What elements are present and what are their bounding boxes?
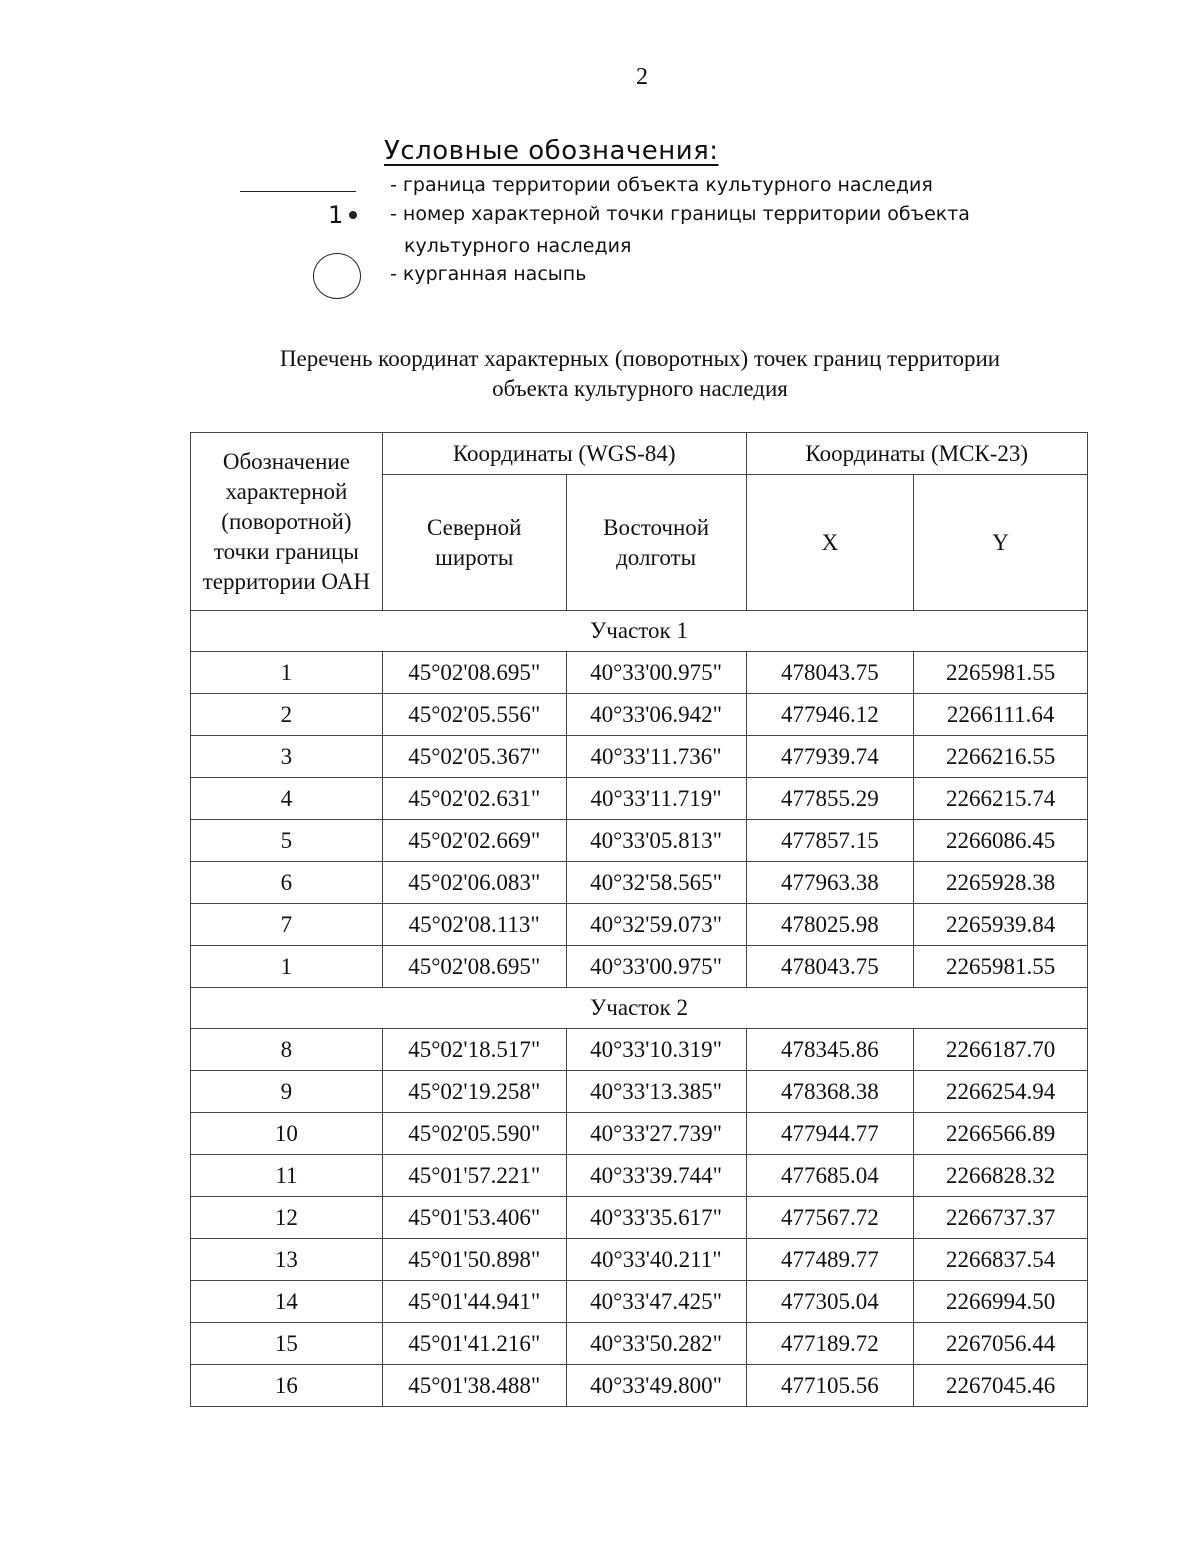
y-cell: 2266828.32: [914, 1155, 1088, 1197]
boundary-line-symbol: [240, 191, 356, 192]
table-row: [191, 1365, 1088, 1407]
table-row: [191, 694, 1088, 736]
y-cell: 2265981.55: [914, 652, 1088, 694]
point-number-cell: 5: [191, 820, 383, 862]
point-number-cell: 14: [191, 1281, 383, 1323]
msk-header: Координаты (МСК-23): [746, 433, 1087, 475]
table-row: [191, 652, 1088, 694]
y-cell: 2266837.54: [914, 1239, 1088, 1281]
point-dot-icon: [349, 211, 357, 219]
y-cell: 2267045.46: [914, 1365, 1088, 1407]
section-title: Участок 1: [191, 611, 1088, 652]
section-header-row: [191, 988, 1088, 1029]
longitude-header: Восточной долготы: [566, 475, 746, 611]
x-cell: 477567.72: [746, 1197, 914, 1239]
y-cell: 2267056.44: [914, 1323, 1088, 1365]
longitude-cell: 40°32'58.565": [566, 862, 746, 904]
latitude-cell: 45°01'41.216": [382, 1323, 566, 1365]
x-cell: 477944.77: [746, 1113, 914, 1155]
y-cell: 2266254.94: [914, 1071, 1088, 1113]
x-cell: 477963.38: [746, 862, 914, 904]
point-number-cell: 6: [191, 862, 383, 904]
x-cell: 477857.15: [746, 820, 914, 862]
y-cell: 2265939.84: [914, 904, 1088, 946]
longitude-cell: 40°33'39.744": [566, 1155, 746, 1197]
latitude-cell: 45°02'05.590": [382, 1113, 566, 1155]
longitude-cell: 40°33'10.319": [566, 1029, 746, 1071]
longitude-cell: 40°33'11.736": [566, 736, 746, 778]
x-cell: 477189.72: [746, 1323, 914, 1365]
table-row: [191, 1155, 1088, 1197]
table-row: [191, 1029, 1088, 1071]
longitude-cell: 40°33'47.425": [566, 1281, 746, 1323]
point-number-cell: 3: [191, 736, 383, 778]
point-number-cell: 7: [191, 904, 383, 946]
longitude-cell: 40°33'40.211": [566, 1239, 746, 1281]
latitude-cell: 45°02'19.258": [382, 1071, 566, 1113]
table-row: [191, 1323, 1088, 1365]
point-number-cell: 12: [191, 1197, 383, 1239]
latitude-cell: 45°02'08.695": [382, 946, 566, 988]
longitude-cell: 40°33'50.282": [566, 1323, 746, 1365]
x-header: X: [746, 475, 914, 611]
x-cell: 478025.98: [746, 904, 914, 946]
latitude-cell: 45°01'44.941": [382, 1281, 566, 1323]
latitude-cell: 45°01'50.898": [382, 1239, 566, 1281]
table-row: [191, 1197, 1088, 1239]
table-row: [191, 1113, 1088, 1155]
point-number-cell: 11: [191, 1155, 383, 1197]
latitude-cell: 45°02'06.083": [382, 862, 566, 904]
longitude-cell: 40°33'00.975": [566, 652, 746, 694]
y-cell: 2266737.37: [914, 1197, 1088, 1239]
x-cell: 477105.56: [746, 1365, 914, 1407]
point-number-cell: 15: [191, 1323, 383, 1365]
latitude-cell: 45°02'05.367": [382, 736, 566, 778]
x-cell: 477489.77: [746, 1239, 914, 1281]
point-number-cell: 4: [191, 778, 383, 820]
y-header: Y: [914, 475, 1088, 611]
point-number-symbol: 1: [328, 201, 344, 229]
legend-mound-text: - курганная насыпь: [390, 263, 587, 285]
y-cell: 2266187.70: [914, 1029, 1088, 1071]
wgs-header: Координаты (WGS-84): [382, 433, 746, 475]
caption-line-1: Перечень координат характерных (поворотных) точек границ территории: [279, 346, 1001, 371]
longitude-cell: 40°33'49.800": [566, 1365, 746, 1407]
y-cell: 2266215.74: [914, 778, 1088, 820]
section-title: Участок 2: [191, 988, 1088, 1029]
coordinates-table: [190, 432, 1088, 1407]
table-row: [191, 904, 1088, 946]
x-cell: 477685.04: [746, 1155, 914, 1197]
table-row: [191, 1071, 1088, 1113]
y-cell: 2266216.55: [914, 736, 1088, 778]
x-cell: 478368.38: [746, 1071, 914, 1113]
latitude-cell: 45°02'18.517": [382, 1029, 566, 1071]
table-row: [191, 736, 1088, 778]
table-row: [191, 946, 1088, 988]
legend-point-text-cont: культурного наследия: [404, 235, 632, 257]
longitude-cell: 40°33'00.975": [566, 946, 746, 988]
latitude-cell: 45°02'08.695": [382, 652, 566, 694]
mound-circle-icon: [313, 253, 361, 299]
latitude-cell: 45°01'57.221": [382, 1155, 566, 1197]
point-number-cell: 2: [191, 694, 383, 736]
y-cell: 2266086.45: [914, 820, 1088, 862]
x-cell: 477946.12: [746, 694, 914, 736]
section-header-row: [191, 611, 1088, 652]
point-number-cell: 9: [191, 1071, 383, 1113]
latitude-cell: 45°02'08.113": [382, 904, 566, 946]
point-number-cell: 10: [191, 1113, 383, 1155]
y-cell: 2266111.64: [914, 694, 1088, 736]
x-cell: 477855.29: [746, 778, 914, 820]
longitude-cell: 40°33'11.719": [566, 778, 746, 820]
x-cell: 478345.86: [746, 1029, 914, 1071]
longitude-cell: 40°33'27.739": [566, 1113, 746, 1155]
x-cell: 478043.75: [746, 652, 914, 694]
x-cell: 477939.74: [746, 736, 914, 778]
y-cell: 2266566.89: [914, 1113, 1088, 1155]
longitude-cell: 40°33'13.385": [566, 1071, 746, 1113]
table-row: [191, 1281, 1088, 1323]
point-number-cell: 1: [191, 946, 383, 988]
point-number-cell: 16: [191, 1365, 383, 1407]
table-body: [191, 611, 1088, 1407]
latitude-cell: 45°02'05.556": [382, 694, 566, 736]
page-number: 2: [636, 64, 648, 90]
table-row: [191, 1239, 1088, 1281]
table-header: [191, 433, 1088, 611]
latitude-cell: 45°01'53.406": [382, 1197, 566, 1239]
latitude-cell: 45°02'02.631": [382, 778, 566, 820]
table-row: [191, 820, 1088, 862]
y-cell: 2265928.38: [914, 862, 1088, 904]
x-cell: 477305.04: [746, 1281, 914, 1323]
y-cell: 2266994.50: [914, 1281, 1088, 1323]
point-number-cell: 1: [191, 652, 383, 694]
legend-title: Условные обозначения:: [384, 136, 719, 166]
y-cell: 2265981.55: [914, 946, 1088, 988]
caption-line-2: объекта культурного наследия: [492, 376, 788, 401]
latitude-header: Северной широты: [382, 475, 566, 611]
legend-boundary-text: - граница территории объекта культурного наследия: [390, 174, 933, 196]
latitude-cell: 45°01'38.488": [382, 1365, 566, 1407]
x-cell: 478043.75: [746, 946, 914, 988]
longitude-cell: 40°33'06.942": [566, 694, 746, 736]
point-number-cell: 8: [191, 1029, 383, 1071]
table-caption: [190, 344, 1090, 404]
point-number-cell: 13: [191, 1239, 383, 1281]
table-row: [191, 862, 1088, 904]
designation-header: Обозначение характерной (поворотной) точки границы территории ОАН: [191, 433, 383, 611]
longitude-cell: 40°33'05.813": [566, 820, 746, 862]
longitude-cell: 40°33'35.617": [566, 1197, 746, 1239]
table-row: [191, 778, 1088, 820]
longitude-cell: 40°32'59.073": [566, 904, 746, 946]
legend-point-text: - номер характерной точки границы территории объекта: [390, 203, 970, 225]
latitude-cell: 45°02'02.669": [382, 820, 566, 862]
